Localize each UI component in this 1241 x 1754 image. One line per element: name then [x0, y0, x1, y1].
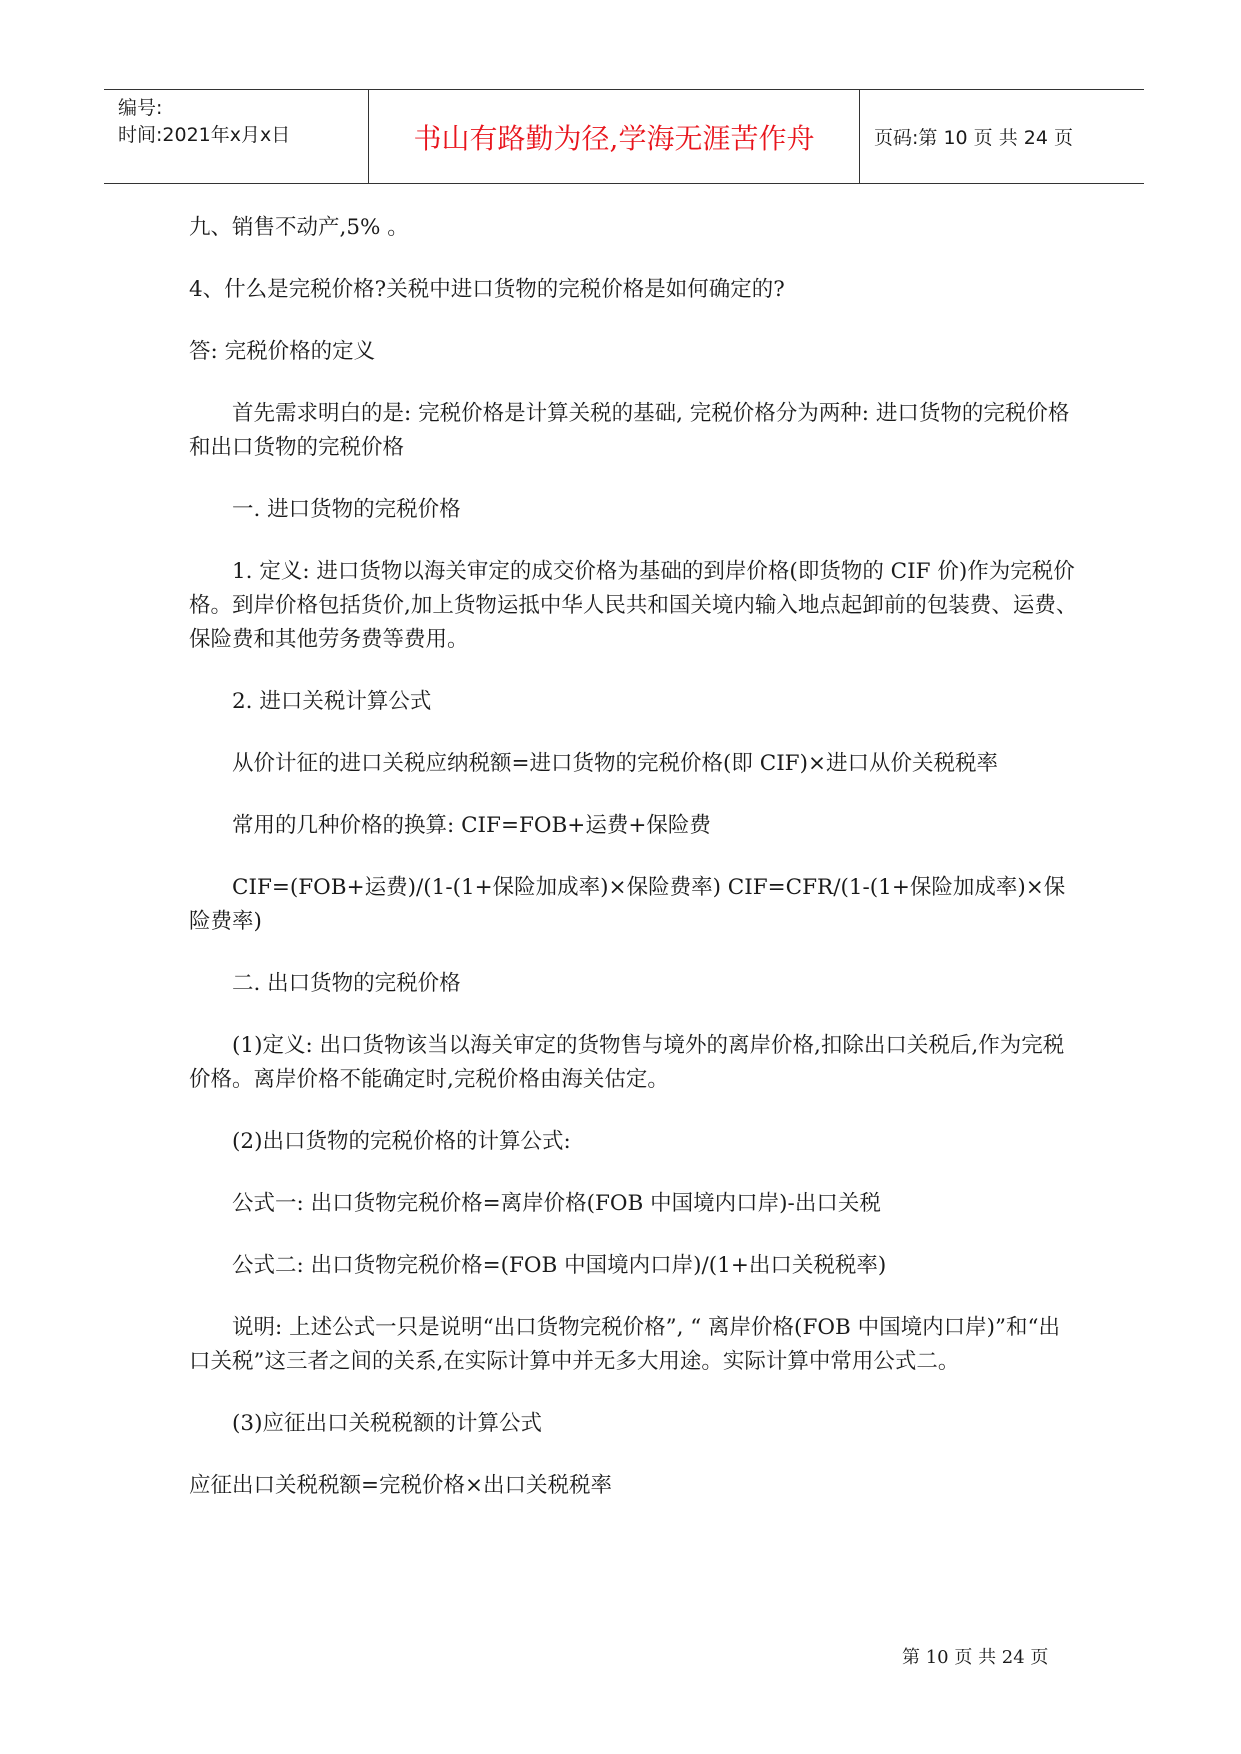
- document-body: [189, 211, 1079, 1531]
- document-header: [104, 89, 1144, 184]
- paragraph-price-conversion: 常用的几种价格的换算: CIF=FOB+运费+保险费: [232, 813, 711, 838]
- paragraph-export-definition: (1)定义: 出口货物该当以海关审定的货物售与境外的离岸价格,扣除出口关税后,作为完税价格。离岸价格不能确定时,完税价格由海关估定。: [189, 1033, 1065, 1092]
- paragraph-intro: 首先需求明白的是: 完税价格是计算关税的基础, 完税价格分为两种: 进口货物的完税价格和出口货物的完税价格: [189, 401, 1070, 460]
- paragraph-export-tax-formula: 应征出口关税税额=完税价格×出口关税税率: [189, 1473, 613, 1498]
- header-right-cell: [860, 90, 1144, 183]
- paragraph-import-formula: 从价计征的进口关税应纳税额=进口货物的完税价格(即 CIF)×进口从价关税税率: [232, 751, 999, 776]
- page-footer-number: 第 10 页 共 24 页: [902, 1647, 1049, 1668]
- subheading-export-tax: (3)应征出口关税税额的计算公式: [232, 1411, 542, 1436]
- subheading-export-formula: (2)出口货物的完税价格的计算公式:: [232, 1129, 571, 1154]
- section-heading-export: 二. 出口货物的完税价格: [232, 971, 461, 996]
- document-number-label: 编号:: [118, 97, 163, 119]
- question-heading: 4、什么是完税价格?关税中进口货物的完税价格是如何确定的?: [189, 277, 785, 302]
- subheading-import-formula: 2. 进口关税计算公式: [232, 689, 432, 714]
- header-page-info: 页码:第 10 页 共 24 页: [874, 127, 1073, 149]
- paragraph-sales-real-estate: 九、销售不动产,5% 。: [189, 215, 409, 240]
- paragraph-formula-one: 公式一: 出口货物完税价格=离岸价格(FOB 中国境内口岸)-出口关税: [232, 1191, 881, 1216]
- header-middle-cell: [368, 90, 860, 183]
- paragraph-formula-two: 公式二: 出口货物完税价格=(FOB 中国境内口岸)/(1+出口关税税率): [232, 1253, 887, 1278]
- paragraph-cif-formula: CIF=(FOB+运费)/(1-(1+保险加成率)×保险费率) CIF=CFR/(1-(1+保险加成率)×保险费率): [189, 875, 1066, 934]
- paragraph-import-definition: 1. 定义: 进口货物以海关审定的成交价格为基础的到岸价格(即货物的 CIF 价)作为完税价格。到岸价格包括货价,加上货物运抵中华人民共和国关境内输入地点起卸前的包装费、运费、保险费和其他劳务费等费用。: [189, 559, 1078, 652]
- answer-heading: 答: 完税价格的定义: [189, 339, 376, 364]
- section-heading-import: 一. 进口货物的完税价格: [232, 497, 461, 522]
- header-motto: 书山有路勤为径,学海无涯苦作舟: [413, 122, 815, 155]
- document-time-label: 时间:2021年x月x日: [118, 124, 291, 146]
- header-left-cell: [104, 90, 368, 183]
- paragraph-explanation: 说明: 上述公式一只是说明“出口货物完税价格”, “ 离岸价格(FOB 中国境内口岸)”和“出口关税”这三者之间的关系,在实际计算中并无多大用途。实际计算中常用公式二。: [189, 1315, 1060, 1374]
